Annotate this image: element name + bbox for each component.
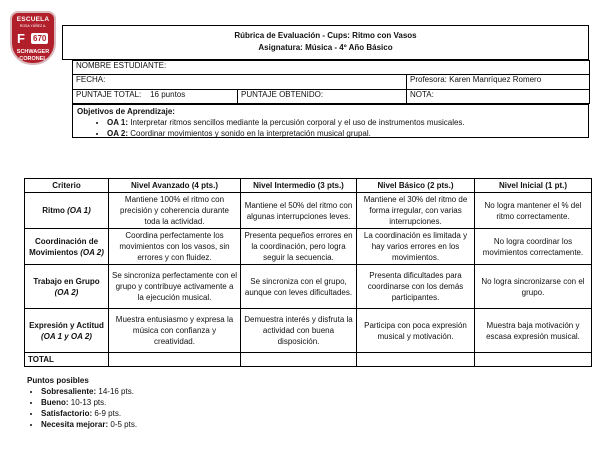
level-cell: Participa con poca expresión musical y motivación. <box>357 309 475 353</box>
level-cell: Se sincroniza con el grupo, aunque con leves dificultades. <box>241 265 357 309</box>
points-value: 10-13 pts. <box>70 398 107 407</box>
criterion-cell <box>25 265 109 309</box>
list-item <box>41 408 137 419</box>
criterion-oa: (OA 2) <box>80 247 104 257</box>
possible-points <box>27 375 137 430</box>
objective-code: OA 1: <box>107 118 129 127</box>
header-criterion: Criterio <box>25 179 109 193</box>
level-cell: Coordina perfectamente los movimientos con los vasos, sin errores y con fluidez. <box>109 229 241 265</box>
table-row <box>25 229 592 265</box>
rubric-table <box>24 178 592 367</box>
header-advanced: Nivel Avanzado (4 pts.) <box>109 179 241 193</box>
total-label: TOTAL <box>25 353 109 367</box>
level-cell: No logra mantener el % del ritmo correctamente. <box>475 193 592 229</box>
total-score-label: PUNTAJE TOTAL: <box>76 89 142 99</box>
level-cell: Presenta dificultades para coordinarse con los demás participantes. <box>357 265 475 309</box>
points-label: Sobresaliente: <box>41 387 97 396</box>
learning-objectives <box>72 104 589 138</box>
points-label: Satisfactorio: <box>41 409 93 418</box>
header-basic: Nivel Básico (2 pts.) <box>357 179 475 193</box>
logo-number: 670 <box>33 34 47 43</box>
level-cell: Mantiene el 50% del ritmo con algunas interrupciones leves. <box>241 193 357 229</box>
total-cell-intermediate[interactable] <box>241 353 357 367</box>
header-initial: Nivel Inicial (1 pt.) <box>475 179 592 193</box>
objective-code: OA 2: <box>107 129 129 138</box>
obtained-score-field[interactable]: PUNTAJE OBTENIDO: <box>238 89 407 103</box>
total-cell-advanced[interactable] <box>109 353 241 367</box>
criterion-name: Trabajo en Grupo <box>33 276 100 286</box>
objective-text: Coordinar movimientos y sonido en la interpretación musical grupal. <box>130 129 371 138</box>
total-score-cell <box>73 89 238 103</box>
level-cell: No logra coordinar los movimientos correctamente. <box>475 229 592 265</box>
total-score-value: 16 puntos <box>150 89 186 99</box>
logo-top-text: ESCUELA <box>16 16 50 23</box>
objectives-title: Objetivos de Aprendizaje: <box>77 107 175 116</box>
objective-item <box>107 128 584 139</box>
student-name-field[interactable]: NOMBRE ESTUDIANTE: <box>73 61 590 75</box>
level-cell: Mantiene 100% el ritmo con precisión y coherencia durante toda la actividad. <box>109 193 241 229</box>
list-item <box>41 386 137 397</box>
points-value: 14-16 pts. <box>98 387 134 396</box>
possible-points-list <box>41 386 137 430</box>
criterion-name: Expresión y Actitud <box>29 320 104 330</box>
criterion-name: Coordinación de Movimientos <box>29 236 99 257</box>
level-cell: Presenta pequeños errores en la coordinación, pero logra seguir la secuencia. <box>241 229 357 265</box>
criterion-cell <box>25 309 109 353</box>
level-cell: Muestra baja motivación y escasa expresión musical. <box>475 309 592 353</box>
objective-text: Interpretar ritmos sencillos mediante la percusión corporal y el uso de instrumentos musicales. <box>130 118 465 127</box>
list-item <box>41 419 137 430</box>
criterion-cell <box>25 193 109 229</box>
logo-sub-text: ROSA YÁÑEZ A. <box>19 24 47 28</box>
date-field[interactable]: FECHA: <box>73 75 407 89</box>
criterion-name: Ritmo <box>42 206 65 215</box>
school-logo <box>10 11 56 65</box>
table-row <box>25 265 592 309</box>
objectives-list <box>107 117 584 139</box>
criterion-oa: (OA 2) <box>54 287 79 297</box>
level-cell: Demuestra interés y disfruta la actividad con buena disposición. <box>241 309 357 353</box>
teacher-name: Profesora: Karen Manríquez Romero <box>407 75 590 89</box>
points-label: Necesita mejorar: <box>41 420 109 429</box>
logo-letter: F <box>17 31 25 46</box>
points-label: Bueno: <box>41 398 69 407</box>
level-cell: No logra sincronizarse con el grupo. <box>475 265 592 309</box>
possible-points-title: Puntos posibles <box>27 376 89 385</box>
total-row <box>25 353 592 367</box>
logo-bottom-text-1: SCHWAGER <box>16 49 50 55</box>
document-header <box>62 25 589 60</box>
total-cell-initial[interactable] <box>475 353 592 367</box>
level-cell: Mantiene el 30% del ritmo de forma irregular, con varias interrupciones. <box>357 193 475 229</box>
table-row <box>25 309 592 353</box>
student-info-table <box>72 60 590 104</box>
criterion-cell <box>25 229 109 265</box>
points-value: 6-9 pts. <box>94 409 122 418</box>
level-cell: La coordinación es limitada y hay varios errores en los movimientos. <box>357 229 475 265</box>
criterion-oa: (OA 1 y OA 2) <box>41 331 92 341</box>
level-cell: Se sincroniza perfectamente con el grupo y contribuye activamente a la ejecución musical. <box>109 265 241 309</box>
objective-item <box>107 117 584 128</box>
grade-field[interactable]: NOTA: <box>407 89 590 103</box>
level-cell: Muestra entusiasmo y expresa la música con confianza y creatividad. <box>109 309 241 353</box>
header-intermediate: Nivel Intermedio (3 pts.) <box>241 179 357 193</box>
document-subtitle: Asignatura: Música - 4º Año Básico <box>258 43 393 52</box>
table-row <box>25 193 592 229</box>
criterion-oa: (OA 1) <box>67 206 91 215</box>
logo-bottom-text-2: CORONEL <box>19 56 47 62</box>
document-title: Rúbrica de Evaluación - Cups: Ritmo con Vasos <box>234 31 417 40</box>
total-cell-basic[interactable] <box>357 353 475 367</box>
points-value: 0-5 pts. <box>110 420 138 429</box>
list-item <box>41 397 137 408</box>
